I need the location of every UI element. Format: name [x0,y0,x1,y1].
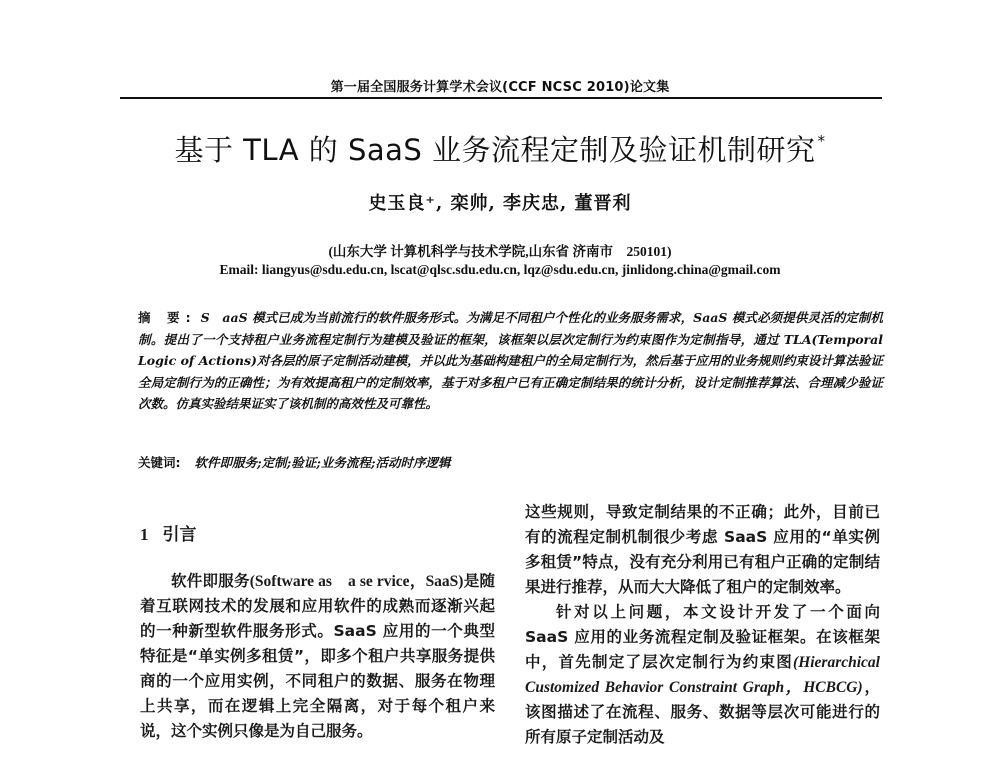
para-text-latin: (Software as a se rvice，SaaS) [249,573,464,590]
intro-paragraph-1 [140,569,495,744]
abstract-text: S aaS 模式已成为当前流行的软件服务形式。为满足不同租户个性化的业务服务需求，SaaS 模式必须提供灵活的定制机制。提出了一个支持租户业务流程定制行为建模及验证的框架，该框架以层次定制行为约束图作为定制指导，通过 TLA(Temporal Logic of Actions)对各层的原子定制活动建模，并以此为基础构建租户的全局定制行为，然后基于应用的业务规则约束设计算法验证全局定制行为的正确性；为有效提高租户的定制效率，基于对多租户已有正确定制结果的统计分析，设计定制推荐算法、合理减少验证次数。仿真实验结果证实了该机制的高效性及可靠性。 [138,310,883,411]
running-head: 第一届全国服务计算学术会议(CCF NCSC 2010)论文集 [330,80,670,95]
abstract-label: 摘 要: [138,310,197,325]
affiliation: (山东大学 计算机科学与技术学院,山东省 济南市 250101) [328,244,672,259]
section-heading-introduction [140,522,495,548]
section-title: 引言 [162,525,197,545]
abstract [138,307,883,415]
intro-paragraph-continued: 这些规则，导致定制结果的不正确；此外，目前已有的流程定制机制很少考虑 SaaS 应用的“单实例多租赁”特点，没有充分利用已有租户正确的定制结果进行推荐，从而大大降低了租户的定制效率。 [525,503,880,596]
keywords-label: 关键词: [138,455,181,470]
body-column-right [525,500,880,750]
para-text-italic: (Hierarchical Customized Behavior Constraint Graph，HCBCG) [525,654,880,696]
para-text: 针对以上问题，本文设计开发了一个面向 SaaS 应用的业务流程定制及验证框架。在该框架中，首先制定了层次定制行为约束图 [525,603,880,671]
section-number: 1 [140,525,149,544]
header-rule-divider [120,97,882,99]
keywords-value: 软件即服务;定制;验证;业务流程;活动时序逻辑 [194,455,451,470]
title-footnote-mark: * [817,132,826,150]
author-list: 史玉良⁺, 栾帅, 李庆忠, 董晋利 [368,193,632,214]
para-text: 是随着互联网技术的发展和应用软件的成熟而逐渐兴起的一种新型软件服务形式。SaaS 应用的一个典型特征是“单实例多租赁”，即多个租户共享服务提供商的一个应用实例，不同租户的数据、服务在物理上共享，而在逻辑上完全隔离，对于每个租户来说，这个实例只像是为自己服务。 [140,572,495,740]
paper-title [150,128,850,169]
body-column-left [140,522,495,744]
keywords [138,453,883,471]
para-text: ，该图描述了在流程、服务、数据等层次可能进行的所有原子定制活动及 [525,678,880,746]
para-text: 软件即服务 [171,572,250,590]
author-emails: Email: liangyus@sdu.edu.cn, lscat@qlsc.sdu.edu.cn, lqz@sdu.edu.cn, jinlidong.china@gmail.com [219,262,781,277]
intro-paragraph-2 [525,600,880,750]
paper-title-text: 基于 TLA 的 SaaS 业务流程定制及验证机制研究 [174,133,816,167]
